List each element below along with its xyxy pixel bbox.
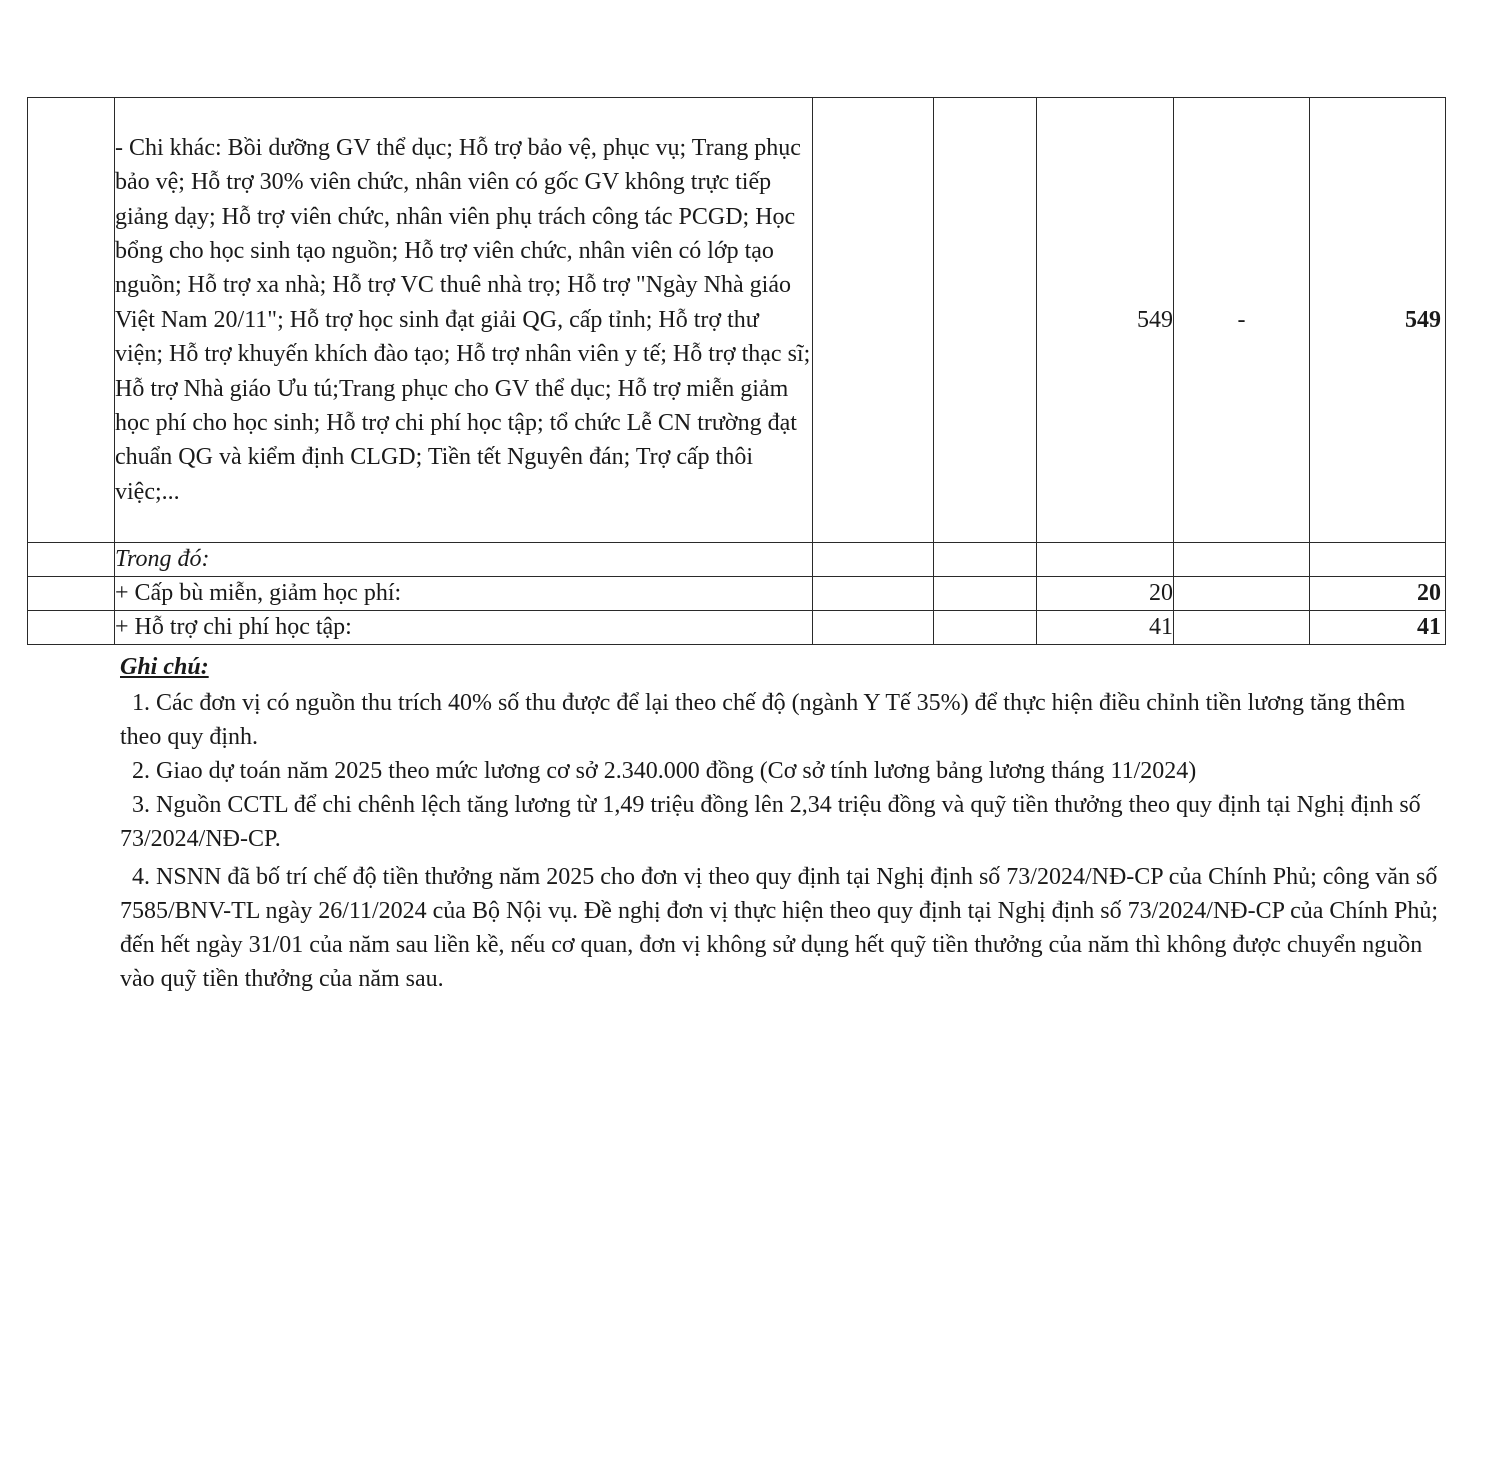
total-cell: 41 (1310, 611, 1446, 645)
sub-label-cell: + Cấp bù miễn, giảm học phí: (115, 577, 813, 611)
empty-cell (813, 98, 934, 543)
note-item: 1. Các đơn vị có nguồn thu trích 40% số thu được để lại theo chế độ (ngành Y Tế 35%) để thực hiện điều chỉnh tiền lương tăng thêm theo quy định. (120, 690, 1406, 750)
label-cell: Trong đó: (115, 543, 813, 577)
value-cell: 549 (1037, 98, 1174, 543)
empty-cell (934, 577, 1037, 611)
table-row-ho-tro-chi-phi (28, 611, 1446, 645)
empty-cell (934, 611, 1037, 645)
empty-cell (813, 543, 934, 577)
value-cell: 20 (1037, 577, 1174, 611)
empty-cell (1174, 611, 1310, 645)
empty-cell (1174, 577, 1310, 611)
budget-table (27, 97, 1446, 645)
empty-cell (813, 577, 934, 611)
notes-section (120, 650, 1440, 996)
empty-cell (934, 98, 1037, 543)
stt-cell (28, 611, 115, 645)
notes-title: Ghi chú: (120, 654, 209, 680)
dash-cell: - (1174, 98, 1310, 543)
sub-label-cell: + Hỗ trợ chi phí học tập: (115, 611, 813, 645)
value-cell: 41 (1037, 611, 1174, 645)
empty-cell (934, 543, 1037, 577)
note-item: 2. Giao dự toán năm 2025 theo mức lương cơ sở 2.340.000 đồng (Cơ sở tính lương bảng lương tháng 11/2024) (132, 758, 1197, 784)
note-item: 3. Nguồn CCTL để chi chênh lệch tăng lương từ 1,49 triệu đồng lên 2,34 triệu đồng và quỹ tiền thưởng theo quy định tại Nghị định số 73/2024/NĐ-CP. (120, 792, 1421, 852)
table-row-cap-bu (28, 577, 1446, 611)
total-cell: 20 (1310, 577, 1446, 611)
empty-cell (1037, 543, 1174, 577)
stt-cell (28, 543, 115, 577)
description-cell: - Chi khác: Bồi dưỡng GV thể dục; Hỗ trợ bảo vệ, phục vụ; Trang phục bảo vệ; Hỗ trợ 30% viên chức, nhân viên có gốc GV không trực tiếp giảng dạy; Hỗ trợ viên chức, nhân viên phụ trách công tác PCGD; Học bổng cho học sinh tạo nguồn; Hỗ trợ viên chức, nhân viên có lớp tạo nguồn; Hỗ trợ xa nhà; Hỗ trợ VC thuê nhà trọ; Hỗ trợ "Ngày Nhà giáo Việt Nam 20/11"; Hỗ trợ học sinh đạt giải QG, cấp tỉnh; Hỗ trợ thư viện; Hỗ trợ khuyến khích đào tạo; Hỗ trợ nhân viên y tế; Hỗ trợ thạc sĩ; Hỗ trợ Nhà giáo Ưu tú;Trang phục cho GV thể dục; Hỗ trợ miễn giảm học phí cho học sinh; Hỗ trợ chi phí học tập; tổ chức Lễ CN trường đạt chuẩn QG và kiểm định CLGD; Tiền tết Nguyên đán; Trợ cấp thôi việc;... (115, 98, 813, 543)
total-cell: 549 (1310, 98, 1446, 543)
stt-cell (28, 98, 115, 543)
stt-cell (28, 577, 115, 611)
note-item: 4. NSNN đã bố trí chế độ tiền thưởng năm 2025 cho đơn vị theo quy định tại Nghị định số 73/2024/NĐ-CP của Chính Phủ; công văn số 7585/BNV-TL ngày 26/11/2024 của Bộ Nội vụ. Đề nghị đơn vị thực hiện theo quy định tại Nghị định số 73/2024/NĐ-CP của Chính Phủ; đến hết ngày 31/01 của năm sau liền kề, nếu cơ quan, đơn vị không sử dụng hết quỹ tiền thưởng của năm thì không được chuyển nguồn vào quỹ tiền thưởng của năm sau. (120, 864, 1439, 992)
table-row-chi-khac (28, 98, 1446, 543)
table-row-trong-do (28, 543, 1446, 577)
empty-cell (813, 611, 934, 645)
empty-cell (1174, 543, 1310, 577)
empty-cell (1310, 543, 1446, 577)
